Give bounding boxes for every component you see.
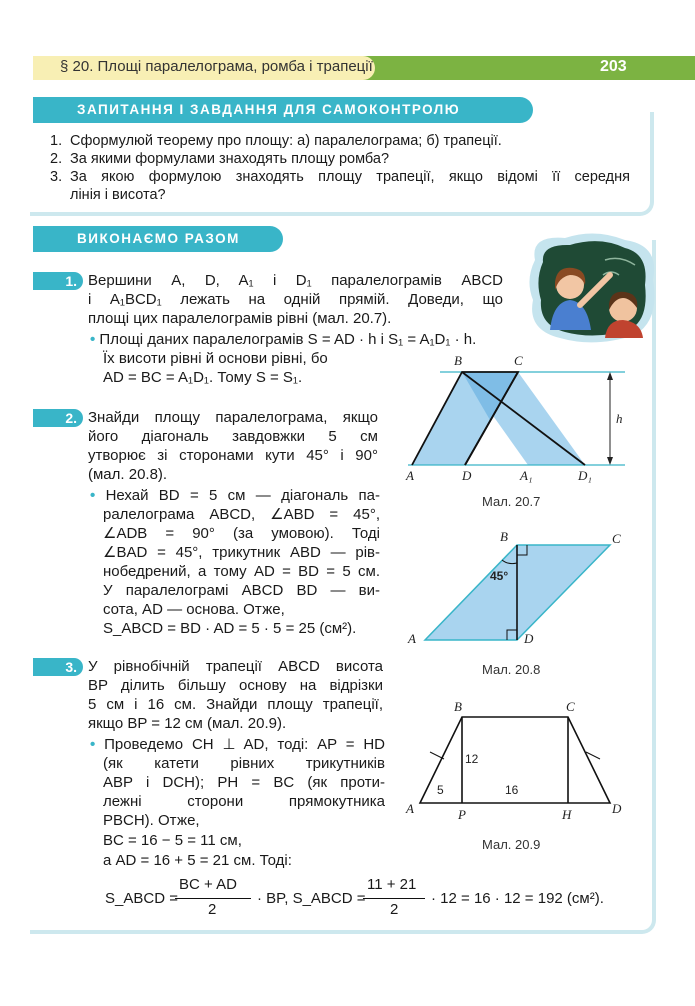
task-2-solution-8: S_ABCD = BD · AD = 5 · 5 = 25 (см²). xyxy=(103,620,357,637)
task-2-solution-1: • Нехай BD = 5 см — діагональ па- xyxy=(90,487,381,504)
task-2-line3: утворює зі сторонами кути 45° і 90° xyxy=(88,447,378,464)
task-1-solution-3: AD = BC = A₁D₁. Тому S = S₁. xyxy=(103,369,303,386)
task-1-solution-2: Їх висоти рівні й основи рівні, бо xyxy=(103,350,328,367)
svg-text:C: C xyxy=(566,699,575,714)
formula-tail: · 12 = 16 · 12 = 192 (см²). xyxy=(431,890,604,907)
figure-20-8 xyxy=(400,525,640,655)
svg-text:16: 16 xyxy=(505,783,519,797)
task-2-line1: Знайди площу паралелограма, якщо xyxy=(88,409,378,426)
figure-20-7 xyxy=(400,350,640,490)
task-3-line2: BP ділить більшу основу на відрізки xyxy=(88,677,383,694)
svg-text:H: H xyxy=(562,807,572,822)
task-2-line2: його діагональ завдовжки 5 см xyxy=(88,428,378,445)
task-3-line3: 5 см і 16 см. Знайди площу трапеції, xyxy=(88,696,383,713)
task-1-line3: площі цих паралелограмів рівні (мал. 20.7). xyxy=(88,310,392,327)
caption-20-9: Мал. 20.9 xyxy=(482,837,541,852)
task-3-line4: якщо BP = 12 см (мал. 20.9). xyxy=(88,715,287,732)
caption-20-7: Мал. 20.7 xyxy=(482,494,541,509)
svg-text:B: B xyxy=(500,529,508,544)
formula-frac2-bar xyxy=(363,898,425,899)
formula-frac1-bar xyxy=(175,898,251,899)
header-title: § 20. Площі паралелограма, ромба і трапеції xyxy=(60,58,373,75)
svg-text:D₁: D₁ xyxy=(578,468,592,483)
svg-text:B: B xyxy=(454,353,462,368)
svg-text:12: 12 xyxy=(465,752,479,766)
svg-text:A: A xyxy=(406,468,414,483)
svg-text:A: A xyxy=(408,631,416,646)
task-3-line1: У рівнобічній трапеції ABCD висота xyxy=(88,658,383,675)
task-1-line1: Вершини A, D, A₁ і D₁ паралелограмів ABCD xyxy=(88,272,503,289)
svg-text:B: B xyxy=(454,699,462,714)
svg-text:h: h xyxy=(616,411,623,426)
self-control-banner: ЗАПИТАННЯ І ЗАВДАННЯ ДЛЯ САМОКОНТРОЛЮ xyxy=(33,97,533,123)
task-1-line2: і A₁BCD₁ лежать на одній прямій. Доведи, що xyxy=(88,291,503,308)
question-2: 2. За якими формулами знаходять площу ромба? xyxy=(50,151,390,167)
task-3-solution-1: • Проведемо CH ⊥ AD, тоді: AP = HD xyxy=(90,736,385,753)
question-3: 3. За якою формулою знаходять площу трапеції, якщо відомі її середня xyxy=(50,169,630,185)
svg-text:5: 5 xyxy=(437,783,444,797)
task-2-solution-3: ∠ADB = 90° (за умовою). Тоді xyxy=(103,525,380,542)
formula-frac1-num: BC + AD xyxy=(179,876,237,893)
svg-text:A: A xyxy=(406,801,414,816)
question-1: 1. Сформулюй теорему про площу: а) паралелограма; б) трапеції. xyxy=(50,133,502,149)
formula-frac1-den: 2 xyxy=(208,901,217,918)
formula-frac2-num: 11 + 21 xyxy=(367,876,417,893)
figure-20-9 xyxy=(400,695,640,825)
svg-text:C: C xyxy=(514,353,523,368)
task-3-solution-3: ABP і DCH); PH = BC (як проти- xyxy=(103,774,385,791)
question-3-cont: лінія і висота? xyxy=(70,187,166,203)
svg-text:D: D xyxy=(462,468,472,483)
svg-text:D: D xyxy=(612,801,622,816)
task-2-line4: (мал. 20.8). xyxy=(88,466,168,483)
svg-text:C: C xyxy=(612,531,621,546)
task-2-solution-7: сота, AD — основа. Отже, xyxy=(103,601,285,618)
task-3-solution-5: PBCH). Отже, xyxy=(103,812,200,829)
task-2-solution-5: нобедрений, а тому AD = BD = 5 см. xyxy=(103,563,380,580)
formula-frac2-den: 2 xyxy=(390,901,399,918)
caption-20-8: Мал. 20.8 xyxy=(482,662,541,677)
task-3-solution-2: (як катети рівних трикутників xyxy=(103,755,385,772)
svg-text:D: D xyxy=(524,631,534,646)
task-1-solution-1: • Площі даних паралелограмів S = AD · h і S₁ = A₁D₁ · h. xyxy=(90,331,477,348)
task-3-solution-4: лежні сторони прямокутника xyxy=(103,793,385,810)
task-1-number: 1. xyxy=(33,272,83,290)
together-banner: ВИКОНАЄМО РАЗОМ xyxy=(33,226,283,252)
task-2-solution-4: ∠BAD = 45°, трикутник ABD — рів- xyxy=(103,544,380,561)
task-2-solution-6: У паралелограмі ABCD BD — ви- xyxy=(103,582,380,599)
svg-text:P: P xyxy=(458,807,466,822)
task-2-number: 2. xyxy=(33,409,83,427)
formula-mid: · BP, S_ABCD = xyxy=(257,890,366,907)
task-3-solution-7: а AD = 16 + 5 = 21 см. Тоді: xyxy=(103,852,292,869)
svg-text:A₁: A₁ xyxy=(520,468,533,483)
task-3-solution-6: BC = 16 − 5 = 11 см, xyxy=(103,832,242,849)
page-number: 203 xyxy=(600,58,627,75)
formula-s-abcd-1: S_ABCD = xyxy=(105,890,178,907)
students-photo xyxy=(525,230,660,345)
svg-text:45°: 45° xyxy=(490,569,509,583)
task-2-solution-2: ралелограма ABCD, ∠ABD = 45°, xyxy=(103,506,380,523)
final-formula xyxy=(105,876,645,924)
task-3-number: 3. xyxy=(33,658,83,676)
